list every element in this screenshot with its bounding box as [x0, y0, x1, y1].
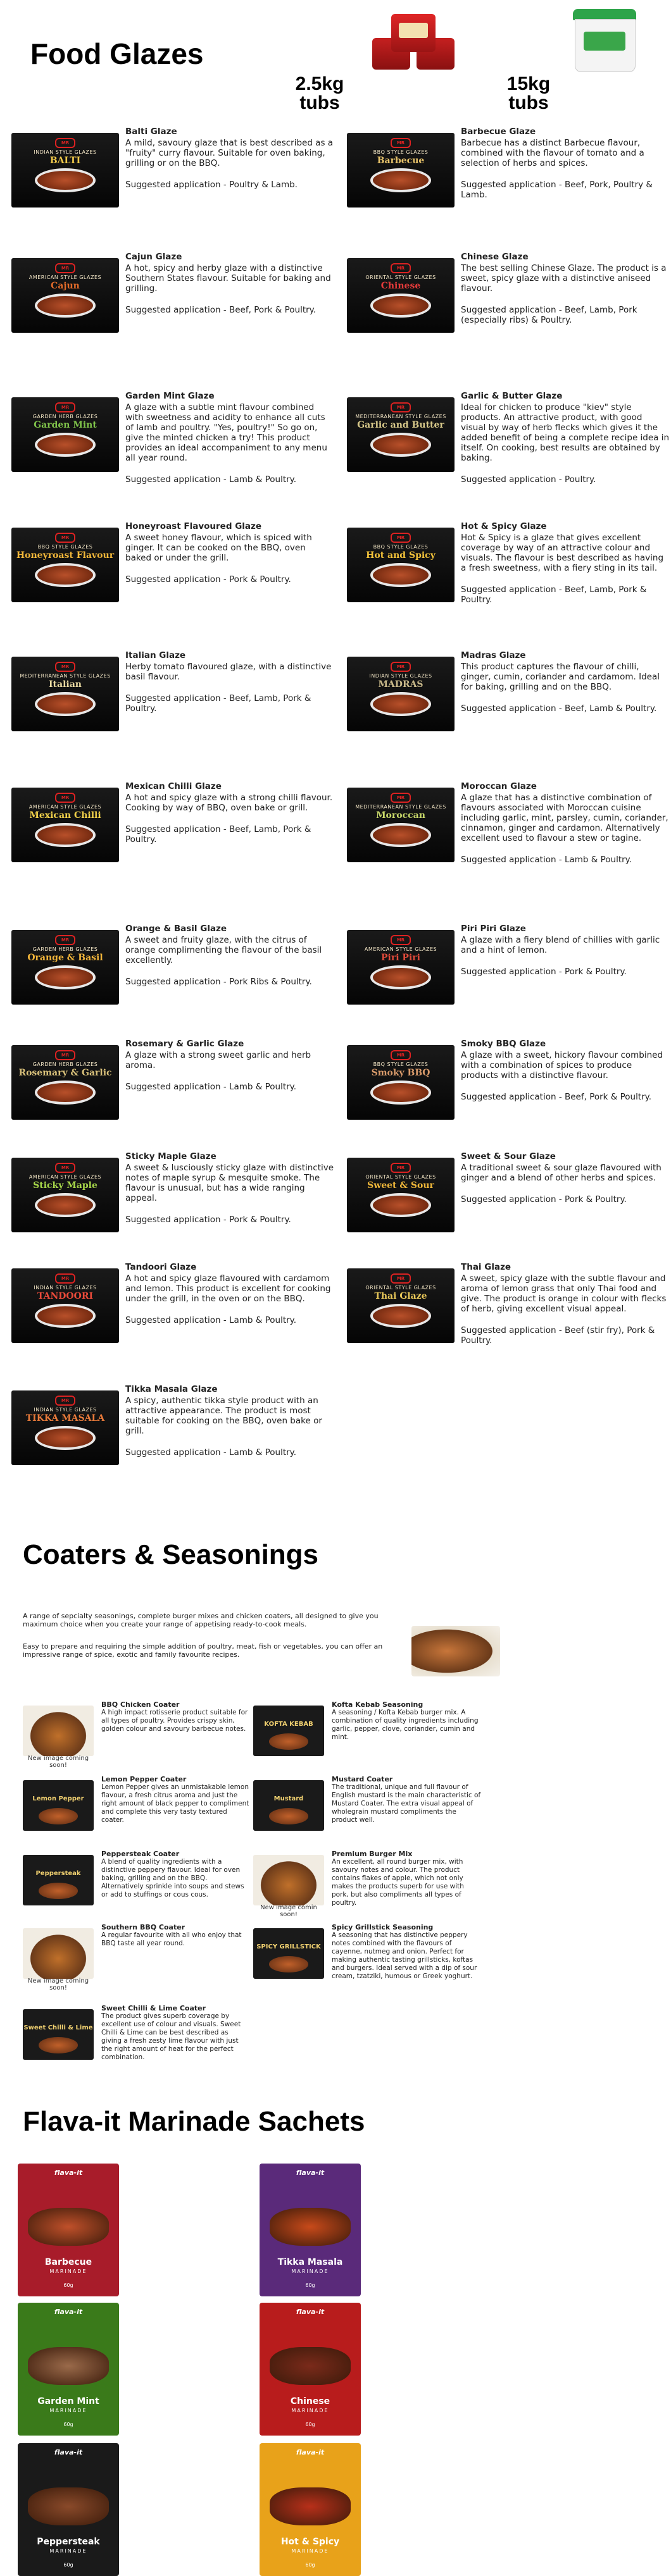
glaze-pack-style: GARDEN HERB GLAZES: [32, 414, 98, 419]
coater-title: Mustard Coater: [332, 1775, 393, 1783]
glaze-pack-image: MR BBQ STYLE GLAZES Hot and Spicy: [347, 528, 455, 602]
glaze-pack-image: MR AMERICAN STYLE GLAZES Cajun: [11, 258, 119, 333]
glaze-title: Sweet & Sour Glaze: [461, 1151, 556, 1161]
coater-placeholder-image: [23, 1928, 94, 1979]
coater-description: A regular favourite with all who enjoy that BBQ taste all year round.: [101, 1931, 242, 1947]
glaze-pack-name: Moroccan: [376, 810, 425, 820]
sachet-subtitle: MARINADE: [49, 2548, 87, 2554]
coater-title: Peppersteak Coater: [101, 1850, 180, 1858]
glaze-application: Suggested application - Beef, Lamb, Pork (especially ribs) & Poultry.: [461, 305, 637, 325]
glaze-application: Suggested application - Pork & Poultry.: [125, 1215, 291, 1225]
glaze-description: Hot & Spicy is a glaze that gives excellent coverage by way of an attractive colour and visuals. The flavour is best described as having a fresh sweetness, with a fiery sting in its tail.: [461, 533, 664, 573]
sachet-subtitle: MARINADE: [49, 2269, 87, 2274]
coater-placeholder-image: [23, 1706, 94, 1756]
glaze-pack-name: Smoky BBQ: [371, 1068, 430, 1078]
glaze-description: Barbecue has a distinct Barbecue flavour, combined with the flavour of tomato and a selection of herbs and spices.: [461, 138, 644, 168]
coater-description: A blend of quality ingredients with a distinctive peppery flavour. Ideal for oven baking, grilling and on the BBQ. Alternatively sprinkle into soups and stews or add to stuffings or cous cous.: [101, 1858, 244, 1898]
new-image-note: New image coming soon!: [27, 1755, 89, 1769]
glaze-title: Balti Glaze: [125, 127, 177, 137]
glaze-description: Ideal for chicken to produce "kiev" style products. An attractive product, with good visual by way of herb flecks which gives it the added benefit of being a complete recipe idea in itself. On cooking, best results are obtained by baking.: [461, 402, 670, 463]
new-image-note: New image coming soon!: [27, 1978, 89, 1991]
sachet-food-image: [28, 2487, 109, 2525]
sachet-brand: flava-it: [296, 2169, 325, 2177]
glaze-description: A spicy, authentic tikka style product with an attractive appearance. The product is most suitable for cooking on the BBQ, oven bake or grill.: [125, 1396, 322, 1436]
coater-pack-image: [253, 1706, 324, 1756]
glaze-title: Barbecue Glaze: [461, 127, 536, 137]
glaze-pack-image: MR BBQ STYLE GLAZES Barbecue: [347, 133, 455, 207]
coater-title: Lemon Pepper Coater: [101, 1775, 187, 1783]
glaze-pack-image: MR BBQ STYLE GLAZES Honeyroast Flavour: [11, 528, 119, 602]
glaze-description: A sweet, spicy glaze with the subtle flavour and aroma of lemon grass that only Thai food and give. The product is orange in colour with flecks of herb, giving excellent visual appeal.: [461, 1273, 667, 1314]
glaze-pack-image: MR GARDEN HERB GLAZES Rosemary & Garlic: [11, 1045, 119, 1120]
glaze-application: Suggested application - Pork & Poultry.: [461, 1194, 627, 1204]
glaze-application: Suggested application - Beef, Pork & Poultry.: [125, 305, 317, 315]
glaze-description: The best selling Chinese Glaze. The product is a sweet, spicy glaze with a distinctive aniseed flavour.: [461, 263, 667, 294]
glaze-pack-style: BBQ STYLE GLAZES: [37, 544, 93, 550]
sachet-food-image: [28, 2208, 109, 2246]
coater-pack-name: SPICY GRILLSTICK: [256, 1943, 321, 1950]
glaze-pack-name: Garden Mint: [34, 420, 97, 430]
glaze-pack-image: MR BBQ STYLE GLAZES Smoky BBQ: [347, 1045, 455, 1120]
glaze-description: A glaze that has a distinctive combination of flavours associated with Moroccan cuisine including garlic, mint, parsley, cumin, coriander, cinnamon, ginger and cardamon. Alternatively excellent used to flavour a stew or tagine.: [461, 793, 668, 843]
glaze-description: A glaze with a subtle mint flavour combined with sweetness and acidity to enhance all cuts of lamb and poultry. "Yes, poultry!" So go on, give the minted chicken a try! This product provides an ideal accompaniment to any menu all year round.: [125, 402, 327, 463]
glaze-description: This product captures the flavour of chilli, ginger, cumin, coriander and cardamom. Ideal for baking, grilling and on the BBQ.: [461, 662, 660, 692]
glaze-pack-name: Chinese: [380, 281, 421, 291]
marinade-sachet: [260, 2164, 361, 2296]
glaze-pack-name: MADRAS: [378, 679, 423, 690]
glaze-pack-style: ORIENTAL STYLE GLAZES: [365, 1285, 436, 1291]
marinade-sachet: [18, 2164, 119, 2296]
glaze-title: Chinese Glaze: [461, 252, 529, 262]
glaze-application: Suggested application - Lamb & Poultry.: [125, 1447, 297, 1458]
glaze-title: Piri Piri Glaze: [461, 924, 526, 934]
glaze-description: Herby tomato flavoured glaze, with a distinctive basil flavour.: [125, 662, 332, 682]
coater-title: Kofta Kebab Seasoning: [332, 1700, 423, 1709]
glaze-description: A sweet and fruity glaze, with the citrus of orange complimenting the flavour of the basil excellently.: [125, 935, 322, 965]
glaze-description: A glaze with a sweet, hickory flavour combined with a combination of spices to produce products with a distinctive flavour.: [461, 1050, 663, 1081]
glaze-title: Smoky BBQ Glaze: [461, 1039, 546, 1049]
sachet-food-image: [28, 2347, 109, 2385]
glaze-pack-name: Italian: [49, 679, 82, 690]
glaze-description: A sweet honey flavour, which is spiced with ginger. It can be cooked on the BBQ, oven baked or under the grill.: [125, 533, 312, 563]
sachet-subtitle: MARINADE: [291, 2408, 329, 2413]
glaze-application: Suggested application - Pork Ribs & Poultry.: [125, 977, 312, 987]
glaze-title: Orange & Basil Glaze: [125, 924, 227, 934]
glaze-description: A hot, spicy and herby glaze with a distinctive Southern States flavour. Suitable for baking and grilling.: [125, 263, 331, 294]
glaze-title: Garden Mint Glaze: [125, 391, 215, 401]
coater-title: Southern BBQ Coater: [101, 1923, 185, 1931]
glaze-pack-name: BALTI: [49, 156, 81, 166]
glaze-pack-image: MR MEDITERRANEAN STYLE GLAZES Moroccan: [347, 788, 455, 862]
sachet-brand: flava-it: [296, 2308, 325, 2316]
glaze-application: Suggested application - Lamb & Poultry.: [125, 1082, 297, 1092]
sachet-weight: 60g: [305, 2562, 315, 2568]
sachet-food-image: [270, 2208, 351, 2246]
glaze-pack-image: MR GARDEN HERB GLAZES Orange & Basil: [11, 930, 119, 1005]
coater-description: Lemon Pepper gives an unmistakable lemon flavour, a fresh citrus aroma and just the right amount of black pepper to compliment and complete this very tasty textured coater.: [101, 1783, 249, 1824]
coater-pack-name: Peppersteak: [35, 1870, 81, 1877]
glaze-pack-style: GARDEN HERB GLAZES: [32, 1062, 98, 1067]
glaze-pack-image: MR INDIAN STYLE GLAZES MADRAS: [347, 657, 455, 731]
glaze-pack-name: Piri Piri: [381, 953, 420, 963]
glaze-title: Hot & Spicy Glaze: [461, 521, 547, 531]
coater-pack-image: [23, 2009, 94, 2060]
glaze-pack-style: INDIAN STYLE GLAZES: [34, 149, 97, 155]
coater-pack-name: Sweet Chilli & Lime: [23, 2024, 93, 2031]
coater-pack-name: KOFTA KEBAB: [264, 1721, 313, 1728]
glaze-application: Suggested application - Beef, Lamb, Pork & Poultry.: [461, 585, 647, 605]
glaze-pack-name: TIKKA MASALA: [25, 1413, 105, 1423]
glaze-description: A glaze with a fiery blend of chillies with garlic and a hint of lemon.: [461, 935, 660, 955]
sachet-weight: 60g: [305, 2282, 315, 2288]
glaze-pack-style: MEDITERRANEAN STYLE GLAZES: [355, 414, 446, 419]
glaze-pack-image: MR INDIAN STYLE GLAZES BALTI: [11, 133, 119, 207]
glaze-pack-image: MR AMERICAN STYLE GLAZES Mexican Chilli: [11, 788, 119, 862]
marinades-title: Flava-it Marinade Sachets: [23, 2106, 365, 2137]
glaze-pack-image: MR ORIENTAL STYLE GLAZES Thai Glaze: [347, 1268, 455, 1343]
glaze-description: A hot and spicy glaze with a strong chilli flavour. Cooking by way of BBQ, oven bake or grill.: [125, 793, 333, 813]
glaze-pack-image: MR INDIAN STYLE GLAZES TIKKA MASALA: [11, 1390, 119, 1465]
large-tubs-label: 15kg tubs: [506, 73, 551, 113]
coater-description: A seasoning / Kofta Kebab burger mix. A combination of quality ingredients including garlic, pepper, clove, coriander, cumin and mint.: [332, 1709, 479, 1741]
glaze-pack-style: MEDITERRANEAN STYLE GLAZES: [355, 804, 446, 810]
glaze-application: Suggested application - Beef (stir fry), Pork & Poultry.: [461, 1325, 655, 1346]
sachet-food-image: [270, 2347, 351, 2385]
glaze-pack-image: MR AMERICAN STYLE GLAZES Piri Piri: [347, 930, 455, 1005]
glaze-title: Moroccan Glaze: [461, 781, 537, 791]
glaze-description: A mild, savoury glaze that is best described as a "fruity" curry flavour. Suitable for oven baking, grilling or on the BBQ.: [125, 138, 334, 168]
glaze-application: Suggested application - Pork & Poultry.: [461, 967, 627, 977]
sachet-subtitle: MARINADE: [49, 2408, 87, 2413]
coaters-intro-2: Easy to prepare and requiring the simple addition of poultry, meat, fish or vegetables, you can offer an impressive range of spice, exotic and family favourite recipes.: [23, 1642, 383, 1659]
glaze-pack-image: MR AMERICAN STYLE GLAZES Sticky Maple: [11, 1158, 119, 1232]
glaze-application: Suggested application - Lamb & Poultry.: [461, 855, 632, 865]
coater-description: A high impact rotisserie product suitable for all types of poultry. Provides crispy skin, golden colour and savoury barbecue notes.: [101, 1709, 248, 1733]
sachet-weight: 60g: [63, 2422, 73, 2427]
glaze-application: Suggested application - Lamb & Poultry.: [125, 474, 297, 485]
coater-description: A seasoning that has distinctive peppery notes combined with the flavours of cayenne, nutmeg and onion. Perfect for making authentic tasting grillsticks, koftas and burgers. Ideal served with a dip of sour cream, tzatziki, humous or Greek yoghurt.: [332, 1931, 477, 1980]
coaters-hero-image: [411, 1626, 500, 1676]
glaze-title: Garlic & Butter Glaze: [461, 391, 563, 401]
glaze-application: Suggested application - Beef, Pork, Poultry & Lamb.: [461, 180, 653, 200]
glaze-title: Madras Glaze: [461, 650, 526, 660]
glaze-application: Suggested application - Beef, Lamb, Pork & Poultry.: [125, 824, 311, 845]
glaze-pack-image: MR ORIENTAL STYLE GLAZES Chinese: [347, 258, 455, 333]
glaze-application: Suggested application - Pork & Poultry.: [125, 574, 291, 585]
glaze-pack-style: AMERICAN STYLE GLAZES: [28, 1174, 102, 1180]
glaze-pack-style: ORIENTAL STYLE GLAZES: [365, 275, 436, 280]
glaze-pack-name: Honeyroast Flavour: [16, 550, 115, 560]
glaze-pack-image: MR MEDITERRANEAN STYLE GLAZES Garlic and Butter: [347, 397, 455, 472]
glaze-pack-style: BBQ STYLE GLAZES: [373, 1062, 429, 1067]
sachet-food-image: [270, 2487, 351, 2525]
glaze-pack-style: INDIAN STYLE GLAZES: [369, 673, 432, 679]
glaze-title: Mexican Chilli Glaze: [125, 781, 222, 791]
coater-pack-name: Lemon Pepper: [32, 1795, 84, 1802]
glaze-pack-name: Thai Glaze: [374, 1291, 427, 1301]
marinade-sachet: [260, 2443, 361, 2576]
small-tubs-image: [366, 13, 461, 71]
small-tubs-label: 2.5kg tubs: [295, 73, 344, 113]
glaze-application: Suggested application - Lamb & Poultry.: [125, 1315, 297, 1325]
glaze-pack-style: BBQ STYLE GLAZES: [373, 544, 429, 550]
sachet-subtitle: MARINADE: [291, 2269, 329, 2274]
glaze-application: Suggested application - Poultry & Lamb.: [125, 180, 298, 190]
glaze-pack-image: MR INDIAN STYLE GLAZES TANDOORI: [11, 1268, 119, 1343]
sachet-name: Hot & Spicy: [280, 2537, 340, 2547]
new-image-note: New image comin soon!: [260, 1904, 317, 1918]
glaze-application: Suggested application - Beef, Pork & Poultry.: [461, 1092, 652, 1102]
sachet-brand: flava-it: [296, 2448, 325, 2456]
glaze-title: Thai Glaze: [461, 1262, 511, 1272]
glaze-title: Rosemary & Garlic Glaze: [125, 1039, 244, 1049]
glaze-pack-style: AMERICAN STYLE GLAZES: [28, 275, 102, 280]
coater-description: An excellent, all round burger mix, with savoury notes and colour. The product contains flakes of apple, which not only makes the products superb for use with pork, but also compliments all types of poultry.: [332, 1858, 464, 1907]
glaze-pack-style: ORIENTAL STYLE GLAZES: [365, 1174, 436, 1180]
coater-title: Sweet Chilli & Lime Coater: [101, 2004, 206, 2012]
glaze-title: Italian Glaze: [125, 650, 186, 660]
sachet-name: Garden Mint: [37, 2396, 99, 2406]
coater-placeholder-image: [253, 1855, 324, 1905]
glaze-application: Suggested application - Poultry.: [461, 474, 596, 485]
glaze-pack-name: Cajun: [51, 281, 80, 291]
glaze-pack-image: MR ORIENTAL STYLE GLAZES Sweet & Sour: [347, 1158, 455, 1232]
glaze-pack-style: BBQ STYLE GLAZES: [373, 149, 429, 155]
coater-pack-image: [253, 1780, 324, 1831]
glaze-description: A hot and spicy glaze flavoured with cardamom and lemon. This product is excellent for cooking under the grill, in the oven or on the BBQ.: [125, 1273, 331, 1304]
coaters-title: Coaters & Seasonings: [23, 1539, 319, 1570]
coater-description: The product gives superb coverage by excellent use of colour and visuals. Sweet Chilli & Lime can be best described as giving a fresh zesty lime flavour with just the right amount of heat for the perfect combination.: [101, 2012, 241, 2061]
sachet-weight: 60g: [63, 2282, 73, 2288]
glaze-pack-style: GARDEN HERB GLAZES: [32, 946, 98, 952]
glaze-pack-name: Barbecue: [377, 156, 425, 166]
sachet-name: Tikka Masala: [277, 2257, 343, 2267]
glaze-pack-name: Sweet & Sour: [367, 1180, 434, 1191]
sachet-brand: flava-it: [54, 2448, 83, 2456]
large-tub-image: [570, 9, 639, 72]
coater-pack-name: Mustard: [273, 1795, 304, 1802]
glaze-description: A traditional sweet & sour glaze flavoured with ginger and a blend of other herbs and spices.: [461, 1163, 662, 1183]
coater-description: The traditional, unique and full flavour of English mustard is the main characteristic of Mustard Coater. The extra visual appeal of wholegrain mustard compliments the product well.: [332, 1783, 481, 1824]
sachet-name: Peppersteak: [37, 2537, 100, 2547]
sachet-subtitle: MARINADE: [291, 2548, 329, 2554]
glaze-title: Honeyroast Flavoured Glaze: [125, 521, 262, 531]
glaze-pack-image: MR MEDITERRANEAN STYLE GLAZES Italian: [11, 657, 119, 731]
sachet-weight: 60g: [63, 2562, 73, 2568]
page-title: Food Glazes: [30, 37, 204, 70]
coater-pack-image: [23, 1855, 94, 1905]
sachet-name: Barbecue: [44, 2257, 92, 2267]
coater-title: Spicy Grillstick Seasoning: [332, 1923, 434, 1931]
marinade-sachet: [260, 2303, 361, 2436]
marinade-sachet: [18, 2303, 119, 2436]
glaze-pack-name: Sticky Maple: [33, 1180, 97, 1191]
coaters-intro-1: A range of sepcialty seasonings, complete burger mixes and chicken coaters, all designed to give you maximum choice when you create your range of appetising ready-to-cook meals.: [23, 1612, 379, 1628]
coater-title: Premium Burger Mix: [332, 1850, 413, 1858]
glaze-pack-style: MEDITERRANEAN STYLE GLAZES: [20, 673, 111, 679]
glaze-title: Tikka Masala Glaze: [125, 1384, 218, 1394]
glaze-application: Suggested application - Beef, Lamb, Pork & Poultry.: [125, 693, 311, 714]
glaze-title: Sticky Maple Glaze: [125, 1151, 216, 1161]
coater-pack-image: [253, 1928, 324, 1979]
glaze-pack-style: AMERICAN STYLE GLAZES: [28, 804, 102, 810]
glaze-pack-name: Orange & Basil: [27, 953, 103, 963]
coater-pack-image: [23, 1780, 94, 1831]
glaze-pack-name: TANDOORI: [37, 1291, 94, 1301]
glaze-pack-image: MR GARDEN HERB GLAZES Garden Mint: [11, 397, 119, 472]
glaze-description: A glaze with a strong sweet garlic and herb aroma.: [125, 1050, 311, 1070]
sachet-brand: flava-it: [54, 2169, 83, 2177]
coater-title: BBQ Chicken Coater: [101, 1700, 180, 1709]
glaze-pack-name: Rosemary & Garlic: [18, 1068, 112, 1078]
glaze-title: Tandoori Glaze: [125, 1262, 197, 1272]
sachet-weight: 60g: [305, 2422, 315, 2427]
sachet-name: Chinese: [290, 2396, 330, 2406]
glaze-description: A sweet & lusciously sticky glaze with distinctive notes of maple syrup & mesquite smoke. The flavour is unusual, but has a wide ranging appeal.: [125, 1163, 334, 1203]
glaze-pack-name: Mexican Chilli: [29, 810, 101, 820]
glaze-pack-style: AMERICAN STYLE GLAZES: [364, 946, 437, 952]
marinade-sachet: [18, 2443, 119, 2576]
glaze-pack-name: Garlic and Butter: [357, 420, 444, 430]
glaze-pack-name: Hot and Spicy: [366, 550, 436, 560]
glaze-pack-style: INDIAN STYLE GLAZES: [34, 1285, 97, 1291]
sachet-brand: flava-it: [54, 2308, 83, 2316]
glaze-title: Cajun Glaze: [125, 252, 182, 262]
glaze-pack-style: INDIAN STYLE GLAZES: [34, 1407, 97, 1413]
glaze-application: Suggested application - Beef, Lamb & Poultry.: [461, 703, 657, 714]
